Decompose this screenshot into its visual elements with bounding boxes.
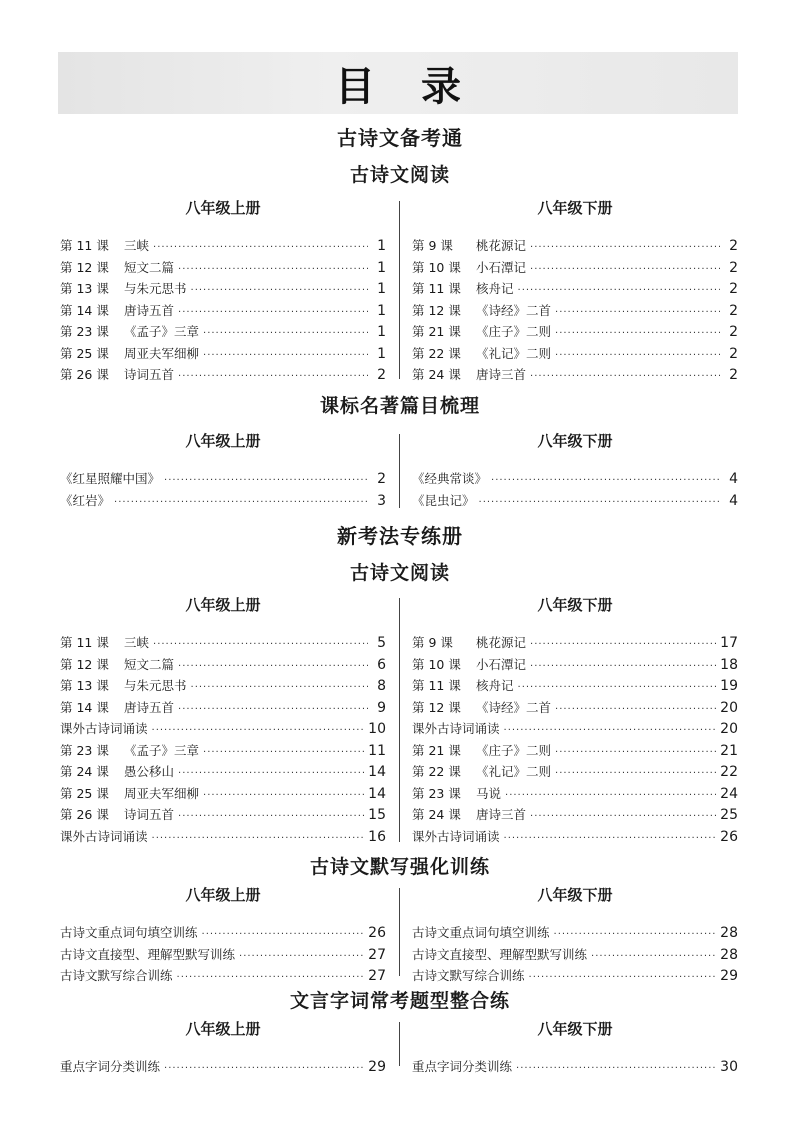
dot-leader [178,302,368,324]
page-number: 1 [377,259,386,276]
dot-leader [530,259,720,281]
toc-entry[interactable] [412,235,738,257]
lesson-number: 第 26 课 [60,367,109,382]
dot-leader [530,806,716,828]
lesson-number: 第 22 课 [412,345,461,361]
dot-leader [555,323,720,345]
dot-leader [530,634,716,656]
toc-entry[interactable] [60,944,386,966]
page-number: 4 [729,492,738,509]
lesson-number: 第 21 课 [412,742,461,758]
entry-title: 古诗文默写综合训练 [60,968,173,983]
dot-leader [178,699,368,721]
page-number: 26 [368,925,386,941]
dot-leader [202,924,365,946]
entry-title: 小石潭记 [476,259,527,275]
page-number: 21 [720,742,738,759]
page-number: 22 [720,764,738,780]
toc-entry[interactable] [60,343,386,365]
entry-title: 周亚夫军细柳 [124,785,200,801]
toc-entry[interactable] [412,632,738,654]
lesson-number: 第 25 课 [60,345,109,361]
toc-entry[interactable] [60,804,386,826]
entry-title: 《庄子》二则 [476,324,552,339]
page-number: 29 [720,968,738,984]
toc-entry[interactable] [412,654,738,676]
entry-title: 桃花源记 [476,635,527,650]
toc-entry[interactable] [412,922,738,944]
section-2-2 [0,884,800,984]
page-number: 2 [729,302,738,319]
grade-header: 八年级上册 [185,432,261,450]
toc-entry[interactable] [60,278,386,300]
toc-entry[interactable] [412,490,738,512]
dot-leader [591,946,716,968]
toc-entry[interactable] [60,697,386,719]
entry-title: 唐诗五首 [124,699,175,715]
entry-title: 古诗文默写综合训练 [412,968,525,983]
page-number: 3 [377,492,386,509]
entry-title: 《诗经》二首 [476,699,552,715]
entry-title: 三峡 [124,238,150,253]
page-number: 14 [368,764,386,780]
page-number: 26 [720,828,738,845]
entry-title: 诗词五首 [124,367,175,382]
dot-leader [530,656,716,678]
entry-title: 课外古诗词诵读 [60,721,148,736]
lesson-number: 第 13 课 [60,678,109,693]
page-number: 15 [368,807,386,823]
lesson-number: 第 12 课 [60,259,109,275]
grade-header: 八年级下册 [537,432,613,450]
lesson-number: 第 23 课 [60,324,109,339]
dot-leader [153,634,368,656]
dot-leader [505,785,716,807]
toc-entry[interactable] [60,235,386,257]
dot-leader [555,699,716,721]
dot-leader [203,323,368,345]
lesson-number: 第 14 课 [60,699,109,715]
entry-title: 短文二篇 [124,259,175,275]
toc-entry[interactable] [412,468,738,490]
toc-entry[interactable] [60,740,386,762]
dot-leader [516,1058,716,1080]
entry-title: 周亚夫军细柳 [124,345,200,361]
entry-title: 三峡 [124,635,150,650]
toc-entry[interactable] [60,632,386,654]
lesson-number: 第 12 课 [412,699,461,715]
toc-entry[interactable] [412,783,738,805]
dot-leader [530,366,720,388]
toc-entry[interactable] [412,364,738,386]
toc-entry[interactable] [60,300,386,322]
entry-title: 《礼记》二则 [476,345,552,361]
toc-entry[interactable] [412,740,738,762]
entry-title: 愚公移山 [124,764,175,779]
toc-entry[interactable] [412,944,738,966]
dot-leader [504,828,717,850]
page-number: 27 [368,968,386,984]
toc-entry[interactable] [60,826,386,848]
grade-header: 八年级下册 [537,199,613,217]
column-divider [399,434,400,508]
column-grade8-first [60,884,386,987]
dot-leader [555,742,716,764]
entry-title: 《经典常谈》 [412,471,488,486]
column-divider [399,598,400,842]
lesson-number: 第 13 课 [60,281,109,296]
page-number: 8 [377,678,386,694]
lesson-number: 第 11 课 [412,281,461,296]
page-number: 18 [720,656,738,673]
dot-leader [178,763,364,785]
dot-leader [239,946,364,968]
toc-entry[interactable] [60,468,386,490]
lesson-number: 第 21 课 [412,324,461,339]
column-grade8-first [60,1018,386,1078]
toc-entry[interactable] [412,804,738,826]
section-title-1-1: 古诗文阅读 [349,164,450,186]
page-number: 1 [377,238,386,254]
entry-title: 课外古诗词诵读 [60,828,148,844]
page-number: 20 [720,699,738,716]
entry-title: 与朱元思书 [124,281,187,296]
page-number: 17 [720,635,738,651]
dot-leader [152,720,365,742]
toc-entry[interactable] [412,278,738,300]
dot-leader [530,237,720,259]
lesson-number: 第 24 课 [412,367,461,382]
page-number: 6 [377,656,386,673]
title-banner [58,52,738,114]
page-number: 25 [720,807,738,823]
toc-entry[interactable] [60,654,386,676]
entry-title: 古诗文直接型、理解型默写训练 [412,946,588,962]
dot-leader [191,677,368,699]
dot-leader [178,259,368,281]
page-number: 2 [729,259,738,276]
dot-leader [114,492,368,514]
entry-title: 马说 [476,785,502,801]
dot-leader [555,345,720,367]
lesson-number: 第 10 课 [412,259,461,275]
dot-leader [178,806,364,828]
page-number: 28 [720,946,738,963]
entry-title: 短文二篇 [124,656,175,672]
toc-entry[interactable] [60,364,386,386]
page-number: 30 [720,1059,738,1075]
entry-title: 《红岩》 [60,492,111,508]
page-number: 24 [720,785,738,802]
section-title-2-1: 古诗文阅读 [349,562,450,584]
lesson-number: 第 9 课 [412,635,453,650]
toc-entry[interactable] [60,718,386,740]
lesson-number: 第 24 课 [60,764,109,779]
entry-title: 古诗文重点词句填空训练 [60,925,198,940]
column-grade8-second [412,430,738,511]
entry-title: 古诗文直接型、理解型默写训练 [60,946,236,962]
page-number: 1 [377,302,386,319]
column-grade8-first [60,594,386,847]
page-number: 1 [377,281,386,297]
page-number: 2 [377,471,386,487]
entry-title: 核舟记 [476,678,514,693]
entry-title: 桃花源记 [476,238,527,253]
section-title-2-2: 古诗文默写强化训练 [309,856,490,878]
page-number: 11 [368,742,386,759]
page-number: 27 [368,946,386,963]
page-number: 2 [729,367,738,383]
dot-leader [178,656,368,678]
grade-header: 八年级上册 [185,596,261,614]
toc-entry[interactable] [412,675,738,697]
lesson-number: 第 11 课 [60,238,109,253]
lesson-number: 第 23 课 [412,785,461,801]
toc-entry[interactable] [412,718,738,740]
toc-entry[interactable] [60,922,386,944]
lesson-number: 第 22 课 [412,764,461,779]
toc-entry[interactable] [60,257,386,279]
dot-leader [203,742,364,764]
column-grade8-second [412,1018,738,1078]
dot-leader [191,280,368,302]
grade-header: 八年级上册 [185,1020,261,1038]
dot-leader [479,492,720,514]
lesson-number: 第 12 课 [412,302,461,318]
entry-title: 《昆虫记》 [412,492,475,508]
grade-header: 八年级下册 [537,596,613,614]
entry-title: 重点字词分类训练 [60,1059,161,1074]
toc-entry[interactable] [412,826,738,848]
page-number: 1 [377,324,386,340]
page-number: 2 [729,281,738,297]
dot-leader [164,470,368,492]
page-number: 2 [729,324,738,340]
grade-header: 八年级上册 [185,199,261,217]
toc-entry[interactable] [412,257,738,279]
column-grade8-first [60,197,386,386]
page-title: 目录 [335,62,507,110]
column-grade8-second [412,197,738,386]
entry-title: 课外古诗词诵读 [412,828,500,844]
section-title-1-2: 课标名著篇目梳理 [319,395,480,417]
page-number: 20 [720,721,738,737]
entry-title: 课外古诗词诵读 [412,721,500,736]
section-title-2-3: 文言字词常考题型整合练 [289,990,510,1012]
toc-entry[interactable] [412,321,738,343]
page-number: 5 [377,635,386,651]
part-title-1: 古诗文备考通 [337,126,463,150]
entry-title: 古诗文重点词句填空训练 [412,925,550,940]
page-number: 1 [377,345,386,362]
dot-leader [203,785,364,807]
section-1-2 [0,430,800,512]
entry-title: 唐诗五首 [124,302,175,318]
part-title-2: 新考法专练册 [337,524,463,548]
entry-title: 《孟子》三章 [124,742,200,758]
dot-leader [152,828,365,850]
lesson-number: 第 24 课 [412,807,461,822]
toc-entry[interactable] [60,965,386,987]
page-number: 2 [377,367,386,383]
toc-entry[interactable] [60,321,386,343]
dot-leader [203,345,368,367]
toc-entry[interactable] [412,300,738,322]
dot-leader [164,1058,364,1080]
column-grade8-second [412,594,738,847]
entry-title: 《红星照耀中国》 [60,471,161,486]
page-number: 4 [729,471,738,487]
toc-entry[interactable] [60,783,386,805]
section-1-1 [0,197,800,383]
dot-leader [178,366,368,388]
lesson-number: 第 23 课 [60,742,109,758]
section-2-1 [0,594,800,846]
lesson-number: 第 25 课 [60,785,109,801]
entry-title: 诗词五首 [124,807,175,822]
entry-title: 《庄子》二则 [476,742,552,758]
toc-entry[interactable] [60,675,386,697]
entry-title: 唐诗三首 [476,807,527,822]
entry-title: 《孟子》三章 [124,324,200,339]
dot-leader [153,237,368,259]
column-divider [399,201,400,379]
page-number: 9 [377,699,386,716]
toc-entry[interactable] [412,965,738,987]
toc-entry[interactable] [60,490,386,512]
entry-title: 小石潭记 [476,656,527,672]
grade-header: 八年级下册 [537,1020,613,1038]
lesson-number: 第 11 课 [412,678,461,693]
entry-title: 与朱元思书 [124,678,187,693]
lesson-number: 第 26 课 [60,807,109,822]
entry-title: 《诗经》二首 [476,302,552,318]
page-number: 10 [368,721,386,737]
column-grade8-second [412,884,738,987]
page-number: 28 [720,925,738,941]
dot-leader [518,280,720,302]
entry-title: 唐诗三首 [476,367,527,382]
dot-leader [555,302,720,324]
toc-entry[interactable] [60,761,386,783]
toc-entry[interactable] [412,697,738,719]
dot-leader [491,470,720,492]
dot-leader [518,677,717,699]
page-number: 16 [368,828,386,845]
toc-entry[interactable] [412,761,738,783]
page-number: 2 [729,238,738,254]
column-divider [399,1022,400,1066]
grade-header: 八年级下册 [537,886,613,904]
dot-leader [555,763,716,785]
column-grade8-first [60,430,386,511]
lesson-number: 第 10 课 [412,656,461,672]
page-number: 19 [720,678,738,694]
page-number: 14 [368,785,386,802]
section-2-3 [0,1018,800,1075]
lesson-number: 第 9 课 [412,238,453,253]
page-number: 2 [729,345,738,362]
toc-entry[interactable] [60,1056,386,1078]
entry-title: 重点字词分类训练 [412,1059,513,1074]
dot-leader [554,924,717,946]
toc-entry[interactable] [412,1056,738,1078]
toc-entry[interactable] [412,343,738,365]
lesson-number: 第 14 课 [60,302,109,318]
lesson-number: 第 12 课 [60,656,109,672]
dot-leader [504,720,717,742]
lesson-number: 第 11 课 [60,635,109,650]
grade-header: 八年级上册 [185,886,261,904]
entry-title: 《礼记》二则 [476,764,552,779]
column-divider [399,888,400,976]
page-number: 29 [368,1059,386,1075]
entry-title: 核舟记 [476,281,514,296]
